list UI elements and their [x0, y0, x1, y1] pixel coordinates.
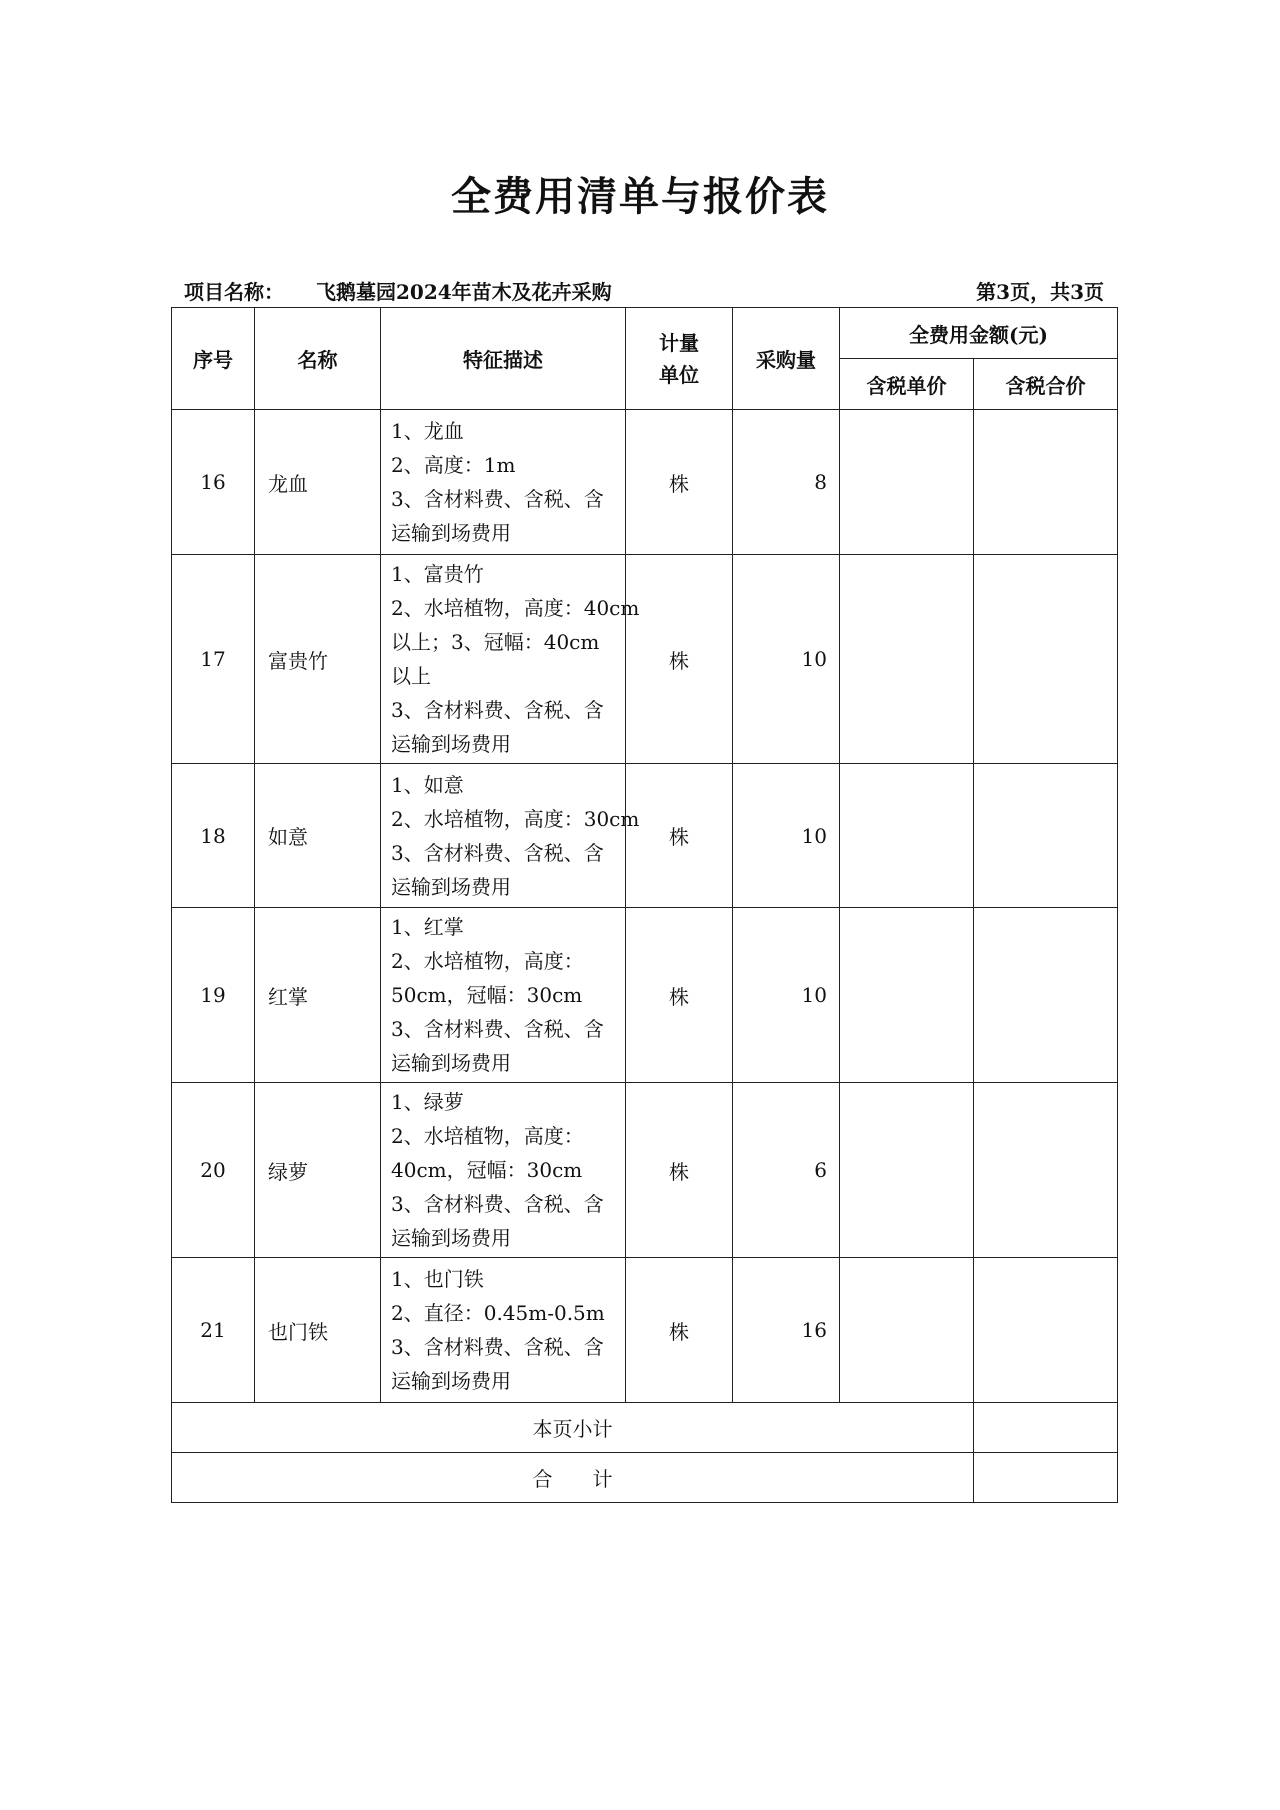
table-body	[172, 410, 1118, 1403]
project-label: 项目名称：	[184, 280, 284, 304]
total-label-cell	[172, 1453, 974, 1503]
row-unit: 株	[626, 764, 733, 908]
row-unit: 株	[626, 1083, 733, 1258]
header-unit-line2: 单位	[659, 362, 699, 387]
row-total-price	[974, 410, 1118, 555]
header-seq: 序号	[172, 308, 255, 410]
table-row	[172, 1258, 1118, 1403]
row-qty: 10	[733, 555, 840, 764]
page-title: 全费用清单与报价表	[451, 173, 829, 220]
row-total-price	[974, 1083, 1118, 1258]
row-unit-price	[840, 410, 974, 555]
table-row	[172, 1083, 1118, 1258]
desc-line: 1、富贵竹	[391, 562, 484, 586]
row-qty: 16	[733, 1258, 840, 1403]
table-row	[172, 555, 1118, 764]
row-seq: 18	[172, 764, 255, 908]
header-desc: 特征描述	[381, 308, 626, 410]
row-unit-price	[840, 764, 974, 908]
project-name: 飞鹅墓园2024年苗木及花卉采购	[316, 280, 612, 304]
desc-line: 3、含材料费、含税、含	[391, 698, 604, 722]
row-total-price	[974, 764, 1118, 908]
row-desc	[381, 764, 640, 908]
desc-line: 运输到场费用	[391, 874, 511, 899]
row-seq: 17	[172, 555, 255, 764]
row-unit: 株	[626, 908, 733, 1083]
desc-line: 2、直径：0.45m-0.5m	[391, 1301, 605, 1325]
row-desc	[381, 555, 640, 764]
row-name: 绿萝	[255, 1083, 381, 1258]
header-unit-price: 含税单价	[840, 359, 974, 410]
row-unit: 株	[626, 410, 733, 555]
desc-line: 3、含材料费、含税、含	[391, 840, 604, 865]
row-qty: 6	[733, 1083, 840, 1258]
subtotal-value	[974, 1403, 1118, 1453]
row-qty: 8	[733, 410, 840, 555]
row-desc	[381, 1258, 626, 1403]
row-total-price	[974, 908, 1118, 1083]
row-seq: 19	[172, 908, 255, 1083]
row-name: 红掌	[255, 908, 381, 1083]
desc-line: 运输到场费用	[391, 1051, 511, 1075]
row-seq: 20	[172, 1083, 255, 1258]
desc-line: 以上；3、冠幅：40cm	[391, 630, 600, 654]
desc-line: 2、水培植物，高度：40cm	[391, 596, 640, 620]
row-unit: 株	[626, 1258, 733, 1403]
desc-line: 运输到场费用	[391, 521, 511, 545]
row-qty: 10	[733, 764, 840, 908]
subtotal-label: 本页小计	[172, 1403, 974, 1453]
desc-line: 1、也门铁	[391, 1267, 484, 1291]
desc-line: 3、含材料费、含税、含	[391, 487, 604, 511]
desc-line: 运输到场费用	[391, 1226, 511, 1250]
total-value	[974, 1453, 1118, 1503]
price-table	[171, 307, 1118, 1503]
row-total-price	[974, 555, 1118, 764]
document-meta	[184, 276, 1104, 306]
row-name: 如意	[255, 764, 381, 908]
table-row	[172, 764, 1118, 908]
desc-line: 以上	[391, 664, 431, 688]
desc-line: 2、高度：1m	[391, 453, 516, 477]
desc-line: 50cm，冠幅：30cm	[391, 983, 583, 1007]
row-qty: 10	[733, 908, 840, 1083]
row-desc	[381, 908, 626, 1083]
total-label: 合计	[532, 1467, 653, 1491]
row-name: 富贵竹	[255, 555, 381, 764]
desc-line: 3、含材料费、含税、含	[391, 1335, 604, 1359]
header-unit	[626, 308, 733, 410]
row-unit-price	[840, 908, 974, 1083]
row-seq: 21	[172, 1258, 255, 1403]
header-total-price: 含税合价	[974, 359, 1118, 410]
header-qty: 采购量	[733, 308, 840, 410]
desc-line: 运输到场费用	[391, 1369, 511, 1393]
table-row	[172, 908, 1118, 1083]
header-amount: 全费用金额(元)	[840, 308, 1118, 359]
header-unit-line1: 计量	[659, 330, 699, 355]
desc-line: 运输到场费用	[391, 732, 511, 756]
desc-line: 1、绿萝	[391, 1090, 464, 1114]
desc-line: 40cm，冠幅：30cm	[391, 1158, 583, 1182]
row-name: 龙血	[255, 410, 381, 555]
desc-line: 3、含材料费、含税、含	[391, 1017, 604, 1041]
row-unit-price	[840, 1083, 974, 1258]
row-total-price	[974, 1258, 1118, 1403]
row-unit-price	[840, 555, 974, 764]
row-seq: 16	[172, 410, 255, 555]
page-indicator: 第3页，共3页	[976, 280, 1104, 304]
desc-line: 2、水培植物，高度：	[391, 949, 584, 973]
table-row	[172, 410, 1118, 555]
row-desc	[381, 410, 626, 555]
row-desc	[381, 1083, 626, 1258]
row-unit-price	[840, 1258, 974, 1403]
desc-line: 3、含材料费、含税、含	[391, 1192, 604, 1216]
desc-line: 1、如意	[391, 772, 464, 797]
desc-line: 2、水培植物，高度：30cm	[391, 806, 640, 831]
desc-line: 1、红掌	[391, 915, 464, 939]
row-name: 也门铁	[255, 1258, 381, 1403]
desc-line: 1、龙血	[391, 419, 464, 443]
header-name: 名称	[255, 308, 381, 410]
desc-line: 2、水培植物，高度：	[391, 1124, 584, 1148]
row-unit: 株	[626, 555, 733, 764]
